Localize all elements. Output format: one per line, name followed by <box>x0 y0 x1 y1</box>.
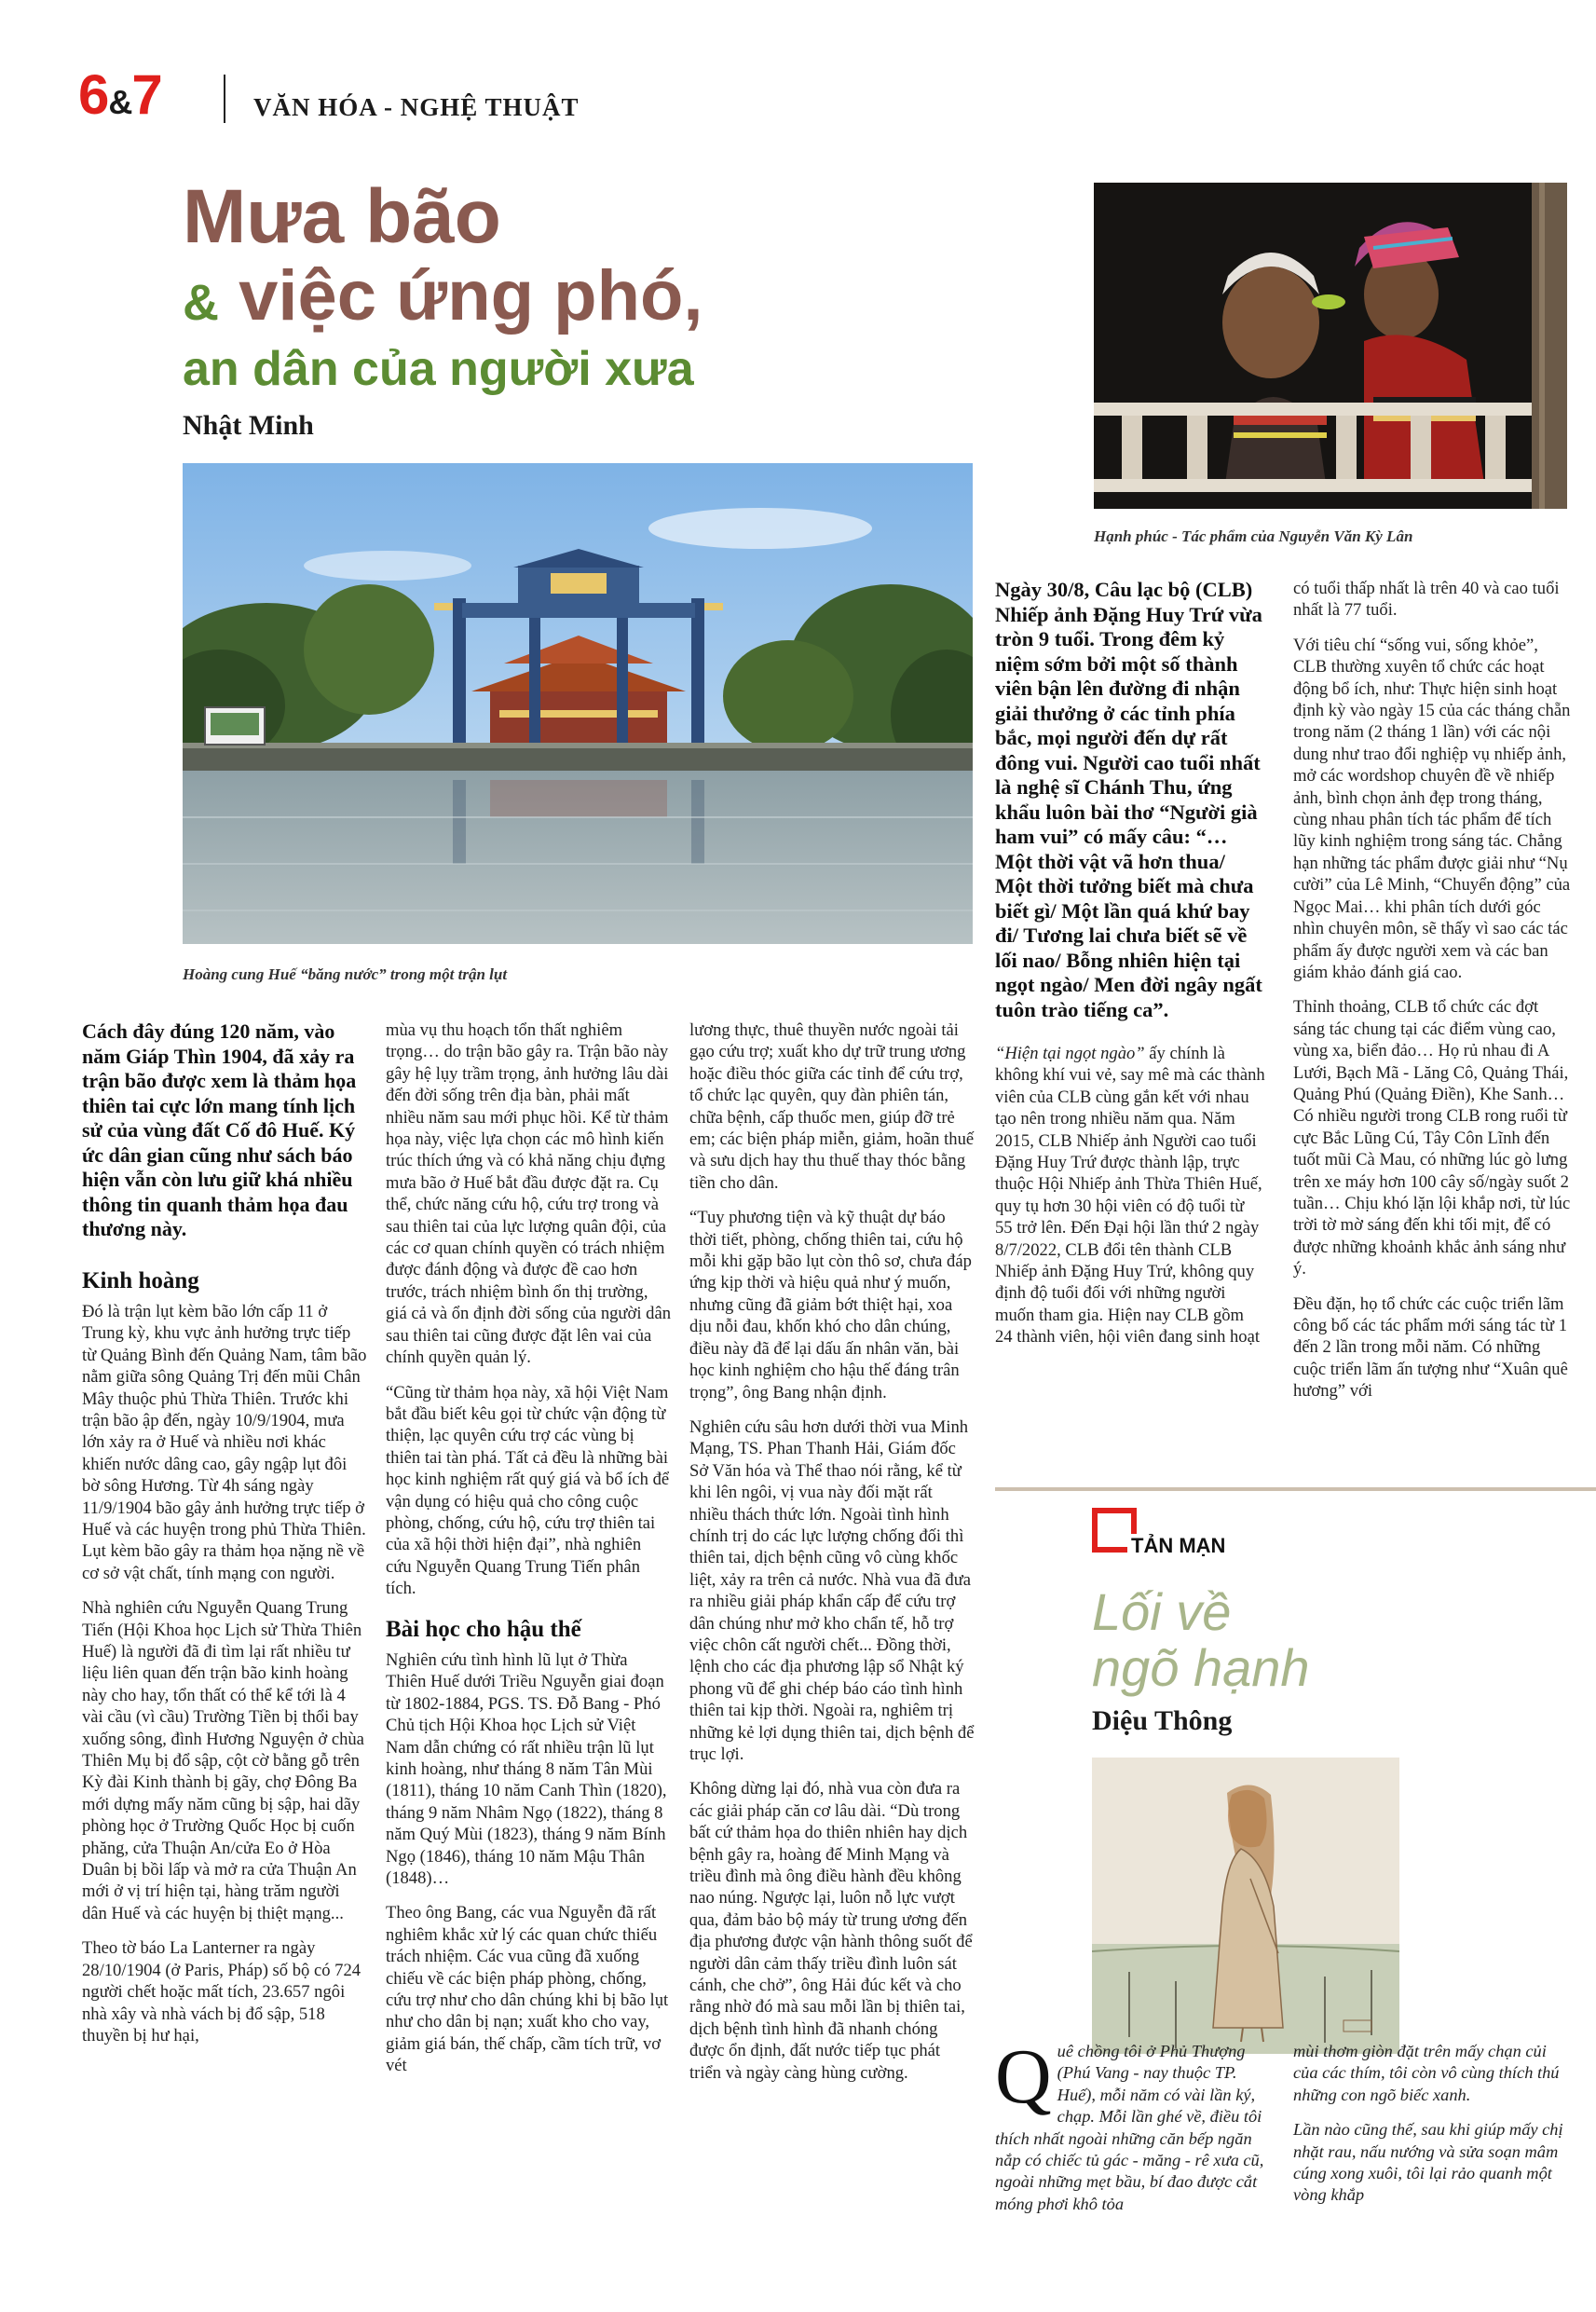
article-column-2 <box>386 1019 671 2090</box>
paragraph: “Cũng từ thảm họa này, xã hội Việt Nam bắt đầu biết kêu gọi từ chức vận động từ thiện, lạc quyên cứu trợ các vùng bị thiên tai tàn phá. Tất cả đều là những bài học kinh nghiệm rất quý giá và bổ ích để vận dụng có hiệu quả cho công cuộc phòng, chống, cứu hộ, cứu trợ thiên tai của xã hội thời hiện đại”, nhà nghiên cứu Nguyễn Quang Trung Tiến phân tích. <box>386 1382 670 1599</box>
paragraph <box>995 1043 1265 1348</box>
happiness-photo <box>1094 183 1567 509</box>
tanman-column-2 <box>1293 2041 1571 2207</box>
page-number <box>78 63 162 130</box>
section-title: VĂN HÓA - NGHỆ THUẬT <box>253 93 580 121</box>
article-title-line3: an dân của người xưa <box>183 342 694 396</box>
woman-sketch-illustration <box>1092 1758 1399 2054</box>
paragraph: Đều đặn, họ tổ chức các cuộc triển lãm công bố các tác phẩm mới sáng tác từ 1 đến 2 lần trong mỗi năm. Có những cuộc triển lãm ấn tượng như “Xuân quê hương” với <box>1293 1293 1568 1402</box>
page-number-amp: & <box>108 83 132 121</box>
paragraph: “Tuy phương tiện và kỹ thuật dự báo thời tiết, phòng, chống thiên tai, cứu hộ mỗi khi gặp bão lụt còn thô sơ, chưa đáp ứng kịp thời và hiệu quả như ý muốn, nhưng cũng đã giảm bớt thiệt hại, xoa dịu nỗi đau, khốn khó cho dân chúng, điều này đã để lại dấu ấn nhân văn, bài học kinh nghiệm cho hậu thế đáng trân trọng”, ông Bang nhận định. <box>689 1208 972 1402</box>
article-title-line2 <box>183 257 703 342</box>
title-line2-text: việc ứng phó, <box>239 256 703 335</box>
paragraph: Với tiêu chí “sống vui, sống khỏe”, CLB thường xuyên tổ chức các hoạt động bổ ích, như: Thực hiện sinh hoạt định kỳ vào ngày 15 của các tháng chẵn trong năm (2 tháng 1 lần) với các nội dung như trao đổi nghiệp vụ nhiếp ảnh, mở các wordshop chuyên đề về nhiếp ảnh, bình chọn ảnh đẹp trong tháng, cùng nhau phân tích tác phẩm để tích lũy kinh nghiệm trong sáng tác. Chẳng hạn những tác phẩm được giải như “Nụ cười” của Lê Minh, “Chuyển động” của Ngọc Mai… khi phân tích dưới góc nhìn chuyên môn, sẽ thấy vì sao các tác phẩm ấy được người xem và các ban giám khảo đánh giá cao. <box>1293 635 1571 982</box>
paragraph: Theo ông Bang, các vua Nguyễn đã rất nghiêm khắc xử lý các quan chức thiếu trách nhiệm. Các vua cũng đã xuống chiếu về các biện pháp phòng, chống, cứu trợ như cho dân chúng khi bị bão lụt như cho dân bị nạn; xuất kho cho vay, giảm giá bán, thế chấp, cầm tích trữ, vơ vét <box>386 1903 669 2076</box>
paragraph: Đó là trận lụt kèm bão lớn cấp 11 ở Trung kỳ, khu vực ảnh hưởng trực tiếp từ Quảng Bình đến Quảng Nam, tâm bão nằm giữa sông Quảng Trị đến mũi Chân Mây thuộc phủ Thừa Thiên. Trước khi trận bão ập đến, ngày 10/9/1904, mưa lớn xảy ra ở Huế và nhiều nơi khác khiến nước dâng cao, gây ngập lụt đôi bờ sông Hương. Từ 4h sáng ngày 11/9/1904 bão gây ảnh hưởng trực tiếp ở Huế và các huyện trong phủ Thừa Thiên. Lụt kèm bão gây ra thảm họa nặng nề về cơ sở vật chất, tính mạng con người. <box>82 1301 367 1583</box>
club-lead: Ngày 30/8, Câu lạc bộ (CLB) Nhiếp ảnh Đặng Huy Trứ vừa tròn 9 tuổi. Trong đêm kỷ niệm sớm bởi một số thành viên bận lên đường đi nhận giải thưởng ở các tỉnh phía bắc, mọi người đến dự rất đông vui. Người cao tuổi nhất là nghệ sĩ Chánh Thu, ứng khẩu luôn bài thơ “Người già ham vui” có mấy câu: “… Một thời vật vã hơn thua/ Một thời tưởng biết mà chưa biết gì/ Một lần quá khứ bay đi/ Tương lai chưa biết sẽ về lối nao/ Bỗng nhiên hiện tại ngọt ngào/ Men đời ngây ngất tuôn trào tiếng ca”. <box>995 578 1262 1021</box>
club-column-2 <box>1293 578 1571 1416</box>
paragraph-rest: ấy chính là không khí vui vẻ, say mê mà các thành viên của CLB cùng gắn kết với nhau tạo nên trong nhiều năm qua. Năm 2015, CLB Nhiếp ảnh Người cao tuổi Đặng Huy Trứ được thành lập, trực thuộc Hội Nhiếp ảnh Thừa Thiên Huế, quy tụ hơn 30 hội viên có độ tuổi từ 55 trở lên. Đến Đại hội lần thứ 2 ngày 8/7/2022, CLB đổi tên thành CLB Nhiếp ảnh Đặng Huy Trứ, không quy định độ tuổi đối với những người muốn tham gia. Hiện nay CLB gồm 24 thành viên, hội viên đang sinh hoạt <box>995 1044 1265 1348</box>
paragraph: có tuổi thấp nhất là trên 40 và cao tuổi nhất là 77 tuổi. <box>1293 579 1560 621</box>
woman-illustration <box>1092 1758 1399 2054</box>
hue-flood-illustration <box>183 463 973 944</box>
paragraph: lương thực, thuê thuyền nước ngoài tải gạo cứu trợ; xuất kho dự trữ trung ương hoặc điều thóc giữa các tỉnh để cứu trợ, tổ chức lạc quyên, quy đàn phiên tán, chữa bệnh, cấp thuốc men, giúp đỡ trẻ em; các biện pháp miễn, giảm, hoãn thuế và sưu dịch hay thu thuế thay thóc bằng tiền cho dân. <box>689 1020 975 1193</box>
two-elderly-women-illustration <box>1094 183 1567 509</box>
header-divider <box>224 75 225 123</box>
tanman-column-1 <box>995 2033 1276 2215</box>
quote-hien-tai: “Hiện tại ngọt ngào” <box>995 1044 1145 1063</box>
paragraph: Nhà nghiên cứu Nguyễn Quang Trung Tiến (Hội Khoa học Lịch sử Thừa Thiên Huế) là người đã đi tìm lại rất nhiều tư liệu liên quan đến trận bão kinh hoàng này cho hay, tổn thất có thể kể tới là 4 vài cầu (vì cầu) Trường Tiền bị thổi bay xuống sông, đình Hương Nguyện ở chùa Thiên Mụ bị đổ sập, cột cờ bằng gỗ trên Kỳ đài Kinh thành bị gãy, chợ Đông Ba mới dựng mấy năm cũng bị sập, hai dãy phòng học ở Trường Quốc Học bị cuốn phăng, cửa Thuận An/cửa Eo ở Hòa Duân bị bồi lấp và mở ra cửa Thuận An mới ở vị trí hiện tại, hàng trăm người dân Huế và các huyện bị thiệt mạng... <box>82 1598 364 1923</box>
paragraph: Theo tờ báo La Lanterner ra ngày 28/10/1904 (ở Paris, Pháp) số bộ có 724 người chết hoặc mất tích, 23.657 ngôi nhà xây và nhà vách bị đổ sập, 518 thuyền bị hư hại, <box>82 1938 361 2045</box>
article-column-1 <box>82 1019 367 2059</box>
hue-flood-caption: Hoàng cung Huế “băng nước” trong một trận lụt <box>183 965 508 983</box>
paragraph: mùa vụ thu hoạch tổn thất nghiêm trọng… do trận bão gây ra. Trận bão này gây hệ lụy trầm trọng, ảnh hưởng lâu dài đến đời sống trên địa bàn, phải mất nhiều năm sau mới phục hồi. Kể từ thảm họa này, việc lựa chọn các mô hình kiến trúc thích ứng và có khả năng chịu đựng mưa bão ở Huế bắt đầu được đặt ra. Cụ thể, chức năng cứu hộ, cứu trợ trong và sau thiên tai của lực lượng quân đội, của các cơ quan chính quyền có trách nhiệm được đánh động và được đề cao hơn trước, trách nhiệm bình ổn thị trường, giá cả và ổn định đời sống của người dân sau thiên tai cũng được đặt lên vai của chính quyền quản lý. <box>386 1020 671 1368</box>
tanman-title-line2: ngõ hạnh <box>1092 1638 1310 1697</box>
happiness-caption: Hạnh phúc - Tác phẩm của Nguyễn Văn Kỳ Lân <box>1094 527 1413 545</box>
paragraph: Không dừng lại đó, nhà vua còn đưa ra các giải pháp căn cơ lâu dài. “Dù trong bất cứ thảm họa do thiên nhiên hay dịch bệnh gây ra, hoàng đế Minh Mạng và triều đình mà ông điều hành đều không nao núng. Ngược lại, luôn nỗ lực vượt qua, đảm bảo bộ máy từ trung ương đến địa phương được vận hành thông suốt để người dân cảm thấy triều đình luôn sát cánh, che chở”, ông Hải đúc kết và cho rằng nhờ đó mà sau mỗi lần bị thiên tai, dịch bệnh tình hình đã nhanh chóng được ổn định, đất nước tiếp tục phát triển và ngày càng hùng cường. <box>689 1779 973 2083</box>
paragraph: Lần nào cũng thế, sau khi giúp mấy chị nhặt rau, nấu nướng và sửa soạn mâm cúng xong xuôi, tôi lại rảo quanh một vòng khắp <box>1293 2120 1563 2205</box>
dropcap: Q <box>995 2033 1052 2120</box>
paragraph: Nghiên cứu tình hình lũ lụt ở Thừa Thiên Huế dưới Triều Nguyễn giai đoạn từ 1802-1884, PGS. TS. Đỗ Bang - Phó Chủ tịch Hội Khoa học Lịch sử Việt Nam dẫn chứng có rất nhiều trận lũ lụt kinh hoàng, như tháng 8 năm Tân Mùi (1811), tháng 10 năm Canh Thìn (1820), tháng 9 năm Nhâm Ngọ (1822), tháng 8 năm Quý Mùi (1823), tháng 9 năm Bính Ngọ (1846), tháng 10 năm Mậu Thân (1848)… <box>386 1649 667 1889</box>
paragraph: uê chồng tôi ở Phủ Thượng (Phú Vang - nay thuộc TP. Huế), mỗi năm có vài lần ký, chạp. Mỗi lần ghé về, điều tôi thích nhất ngoài những căn bếp ngăn nắp có chiếc tủ gác - măng - rê xưa cũ, ngoài những mẹt bầu, bí đao được cắt móng phơi khô tỏa <box>995 2042 1264 2213</box>
article-author: Nhật Minh <box>183 410 314 441</box>
heading-bai-hoc: Bài học cho hậu thế <box>386 1616 581 1642</box>
tanman-author: Diệu Thông <box>1092 1705 1233 1736</box>
club-column-1 <box>995 578 1265 1361</box>
paragraph: mùi thơm giòn đặt trên mấy chạn củi của các thím, tôi còn vô cùng thích thú những con ngõ biếc xanh. <box>1293 2042 1560 2104</box>
page-number-right: 7 <box>131 63 162 126</box>
article-lead: Cách đây đúng 120 năm, vào năm Giáp Thìn 1904, đã xảy ra trận bão được xem là thảm họa thiên tai cực lớn mang tính lịch sử của vùng đất Cố đô Huế. Ký ức dân gian cũng như sách báo hiện vẫn còn lưu giữ khá nhiều thông tin quanh thảm họa đau thương này. <box>82 1019 357 1240</box>
title-amp: & <box>183 275 219 331</box>
paragraph: Thỉnh thoảng, CLB tổ chức các đợt sáng tác chung tại các điểm vùng cao, vùng xa, biển đảo… Họ rủ nhau đi A Lưới, Bạch Mã - Lăng Cô, Quảng Thái, Quảng Phú (Quảng Điền), Khe Sanh… Có nhiều người trong CLB rong ruổi từ cực Bắc Lũng Cú, Tây Côn Lĩnh đến tuốt mũi Cà Mau, có những lúc gò lưng trên xe máy hơn 100 cây số/ngày suốt 2 tuần… Chịu khó lặn lội khắp nơi, từ lúc trời tờ mờ sáng đến khi tối mịt, để có được những khoảnh khắc ảnh sáng như ý. <box>1293 997 1571 1279</box>
article-column-3 <box>689 1019 975 2097</box>
page-number-left: 6 <box>78 63 109 126</box>
tanman-title-line1: Lối về <box>1092 1582 1232 1641</box>
paragraph: Nghiên cứu sâu hơn dưới thời vua Minh Mạng, TS. Phan Thanh Hải, Giám đốc Sở Văn hóa và Thể thao nói rằng, kể từ khi lên ngôi, vị vua này đối mặt rất nhiều thách thức lớn. Ngoài tình hình chính trị do các lực lượng chống đối thì thiên tai, dịch bệnh cũng vô cùng khốc liệt, xảy ra trên cả nước. Nhà vua đã đưa ra nhiều giải pháp khẩn cấp để cứu trợ dân chúng như mở kho chẩn tế, hỗ trợ việc chôn cất người chết... Đồng thời, lệnh cho các địa phương lập sổ Nhật ký phong vũ để ghi chép báo cáo tình hình thiên tai kịp thời. Ngoài ra, nghiêm trị những kẻ lợi dụng thiên tai, dịch bệnh để trục lợi. <box>689 1416 975 1764</box>
tanman-title <box>1092 1584 1310 1696</box>
hue-flood-photo <box>183 463 973 944</box>
section-divider <box>995 1487 1596 1491</box>
article-title-line1: Mưa bão <box>183 174 501 259</box>
heading-kinh-hoang: Kinh hoàng <box>82 1267 199 1293</box>
tanman-label: TẢN MẠN <box>1127 1534 1229 1558</box>
